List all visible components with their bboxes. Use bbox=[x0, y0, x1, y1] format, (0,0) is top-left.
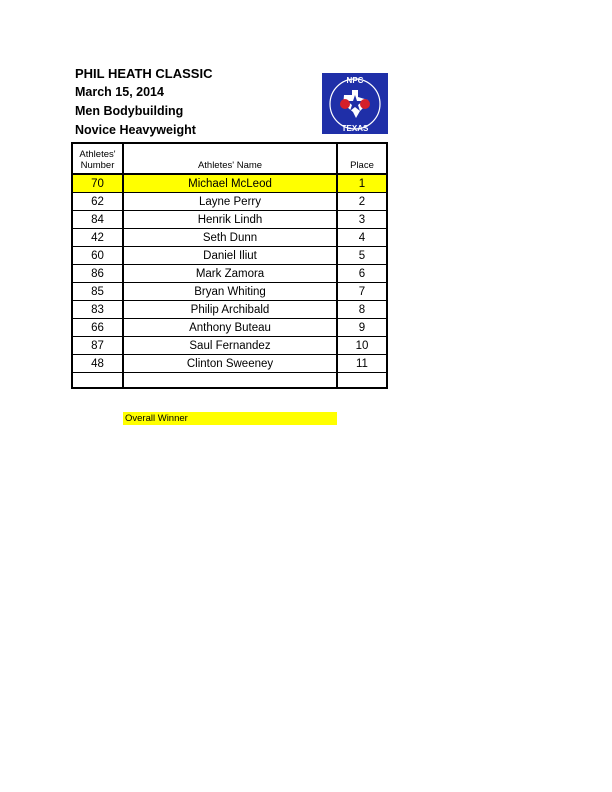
athlete-number: 86 bbox=[72, 265, 123, 283]
athlete-name: Layne Perry bbox=[123, 193, 337, 211]
athlete-name: Michael McLeod bbox=[123, 174, 337, 193]
npc-texas-logo bbox=[322, 73, 388, 134]
athlete-place: 6 bbox=[337, 265, 387, 283]
athlete-name: Saul Fernandez bbox=[123, 337, 337, 355]
athlete-number: 60 bbox=[72, 247, 123, 265]
table-row bbox=[72, 337, 387, 355]
athlete-name: Henrik Lindh bbox=[123, 211, 337, 229]
athlete-number: 42 bbox=[72, 229, 123, 247]
column-header-place: Place bbox=[337, 143, 387, 174]
column-header-number: Athletes' Number bbox=[72, 143, 123, 174]
athlete-name: Bryan Whiting bbox=[123, 283, 337, 301]
table-row bbox=[72, 193, 387, 211]
athlete-place: 4 bbox=[337, 229, 387, 247]
athlete-number: 66 bbox=[72, 319, 123, 337]
athlete-number: 85 bbox=[72, 283, 123, 301]
table-header-row bbox=[72, 143, 387, 174]
athlete-place: 10 bbox=[337, 337, 387, 355]
column-header-name: Athletes' Name bbox=[123, 143, 337, 174]
results-table bbox=[71, 142, 388, 389]
logo-top-text: NPC bbox=[346, 76, 364, 85]
athlete-name: Mark Zamora bbox=[123, 265, 337, 283]
athlete-place: 7 bbox=[337, 283, 387, 301]
table-row bbox=[72, 229, 387, 247]
table-row bbox=[72, 174, 387, 193]
table-row bbox=[72, 283, 387, 301]
table-row bbox=[72, 355, 387, 373]
event-header bbox=[75, 64, 212, 140]
athlete-name: Philip Archibald bbox=[123, 301, 337, 319]
athlete-name: Seth Dunn bbox=[123, 229, 337, 247]
athlete-number: 48 bbox=[72, 355, 123, 373]
table-row bbox=[72, 247, 387, 265]
athlete-number: 84 bbox=[72, 211, 123, 229]
table-row bbox=[72, 265, 387, 283]
athlete-number: 87 bbox=[72, 337, 123, 355]
boxing-glove-icon bbox=[340, 99, 350, 109]
athlete-place: 8 bbox=[337, 301, 387, 319]
table-row bbox=[72, 301, 387, 319]
athlete-name: Anthony Buteau bbox=[123, 319, 337, 337]
athlete-place: 5 bbox=[337, 247, 387, 265]
athlete-place: 1 bbox=[337, 174, 387, 193]
athlete-place: 3 bbox=[337, 211, 387, 229]
table-row bbox=[72, 319, 387, 337]
table-row bbox=[72, 211, 387, 229]
athlete-place: 2 bbox=[337, 193, 387, 211]
event-date: March 15, 2014 bbox=[75, 85, 164, 99]
athlete-place: 11 bbox=[337, 355, 387, 373]
athlete-number: 62 bbox=[72, 193, 123, 211]
logo-bottom-text: TEXAS bbox=[341, 124, 369, 133]
event-title: PHIL HEATH CLASSIC bbox=[75, 66, 213, 81]
athlete-number: 83 bbox=[72, 301, 123, 319]
table-row-empty bbox=[72, 373, 387, 389]
overall-winner-legend: Overall Winner bbox=[123, 412, 337, 425]
event-division: Men Bodybuilding bbox=[75, 104, 184, 118]
athlete-name: Daniel Iliut bbox=[123, 247, 337, 265]
boxing-glove-icon bbox=[360, 99, 370, 109]
event-class: Novice Heavyweight bbox=[75, 123, 196, 137]
athlete-name: Clinton Sweeney bbox=[123, 355, 337, 373]
athlete-number: 70 bbox=[72, 174, 123, 193]
athlete-place: 9 bbox=[337, 319, 387, 337]
